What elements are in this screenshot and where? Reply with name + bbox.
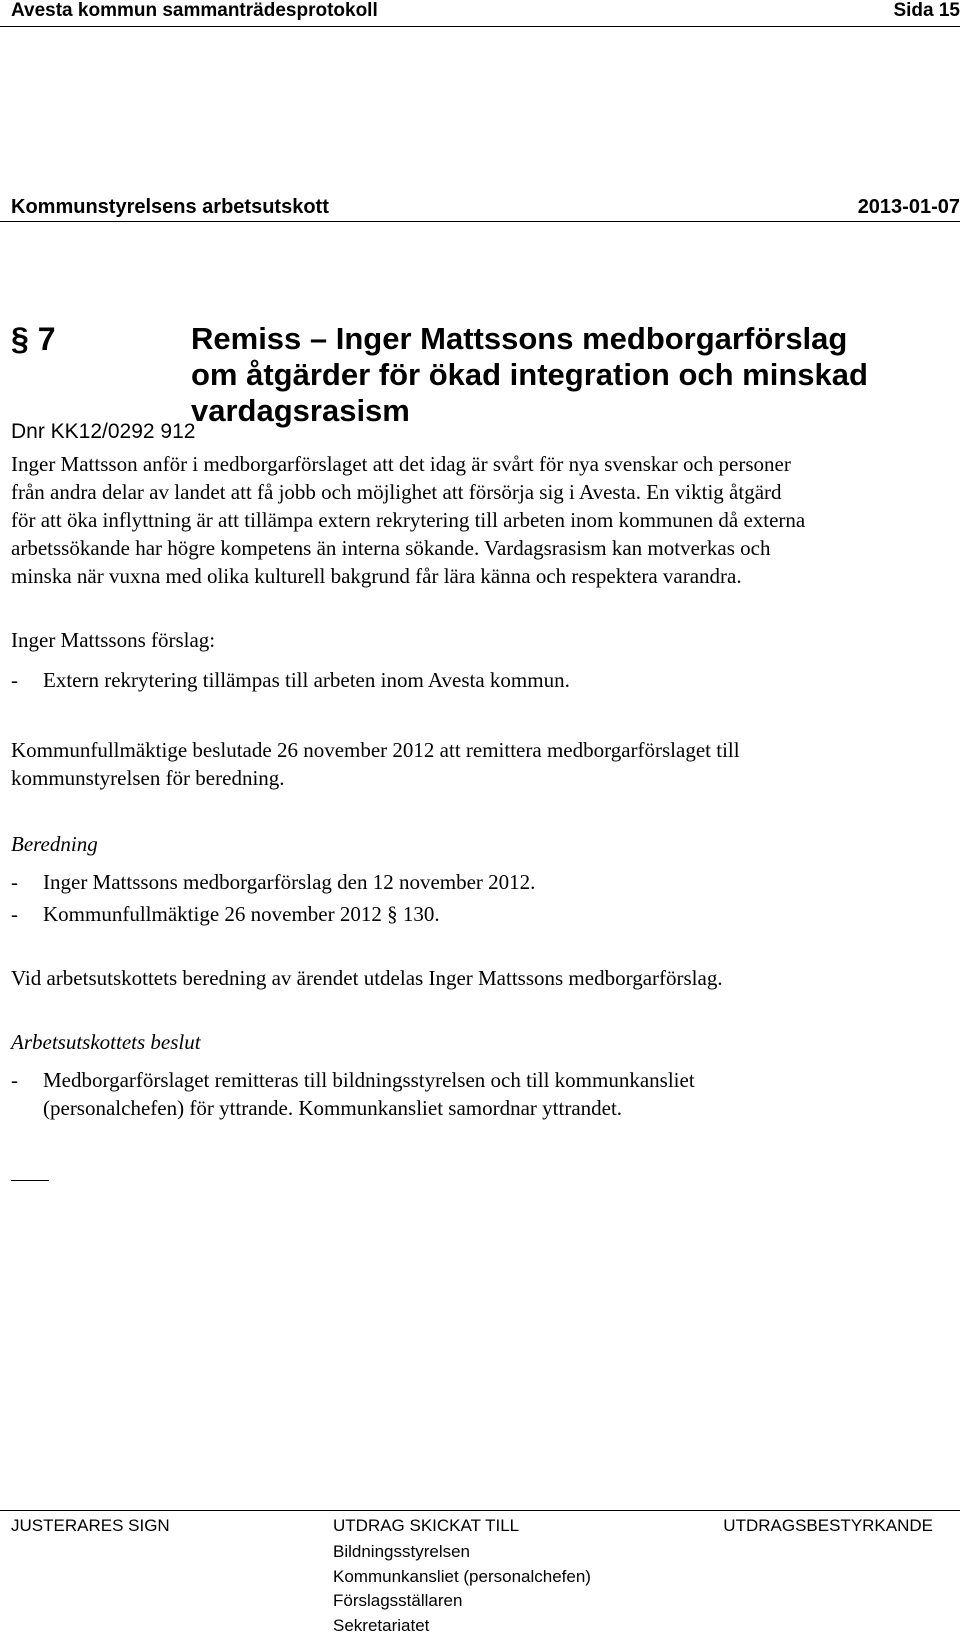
meeting-rule	[0, 221, 960, 222]
text-line: kommunstyrelsen för beredning.	[11, 766, 285, 790]
decision-heading: Arbetsutskottets beslut	[11, 1030, 201, 1054]
paragraph-number: § 7	[11, 321, 56, 357]
case-number: Dnr KK12/0292 912	[11, 420, 196, 443]
sent-to-label: UTDRAG SKICKAT TILL	[333, 1516, 520, 1535]
meeting-body: Kommunstyrelsens arbetsutskott	[11, 196, 329, 218]
committee-note: Vid arbetsutskottets beredning av ärendet utdelas Inger Mattssons medborgarförslag.	[11, 966, 723, 990]
recipient-item: Kommunkansliet (personalchefen)	[333, 1566, 591, 1586]
end-rule	[11, 1180, 49, 1181]
list-item-text: Kommunfullmäktige 26 november 2012 § 130.	[43, 902, 440, 926]
footer-rule	[0, 1510, 960, 1511]
list-item-text: Extern rekrytering tillämpas till arbeten inom Avesta kommun.	[43, 668, 570, 692]
page-number: Sida 15	[893, 0, 960, 21]
list-dash: -	[11, 668, 18, 692]
list-dash: -	[11, 1068, 18, 1092]
text-line: (personalchefen) för yttrande. Kommunkansliet samordnar yttrandet.	[43, 1096, 623, 1120]
preparation-heading: Beredning	[11, 832, 98, 856]
text-line: för att öka inflyttning är att tillämpa extern rekrytering till arbeten inom kommunen då externa	[11, 508, 806, 532]
text-line: minska när vuxna med olika kulturell bakgrund får lära känna och respektera varandra.	[11, 564, 742, 588]
text-line: Kommunfullmäktige beslutade 26 november 2012 att remittera medborgarförslaget till	[11, 738, 740, 762]
item-title-line: om åtgärder för ökad integration och minskad	[191, 357, 868, 392]
intro-paragraph	[11, 450, 951, 590]
list-item-text	[43, 1066, 695, 1122]
document-title: Avesta kommun sammanträdesprotokoll	[11, 0, 378, 21]
list-dash: -	[11, 902, 18, 926]
recipient-item: Förslagsställaren	[333, 1591, 463, 1610]
meeting-date: 2013-01-07	[857, 196, 960, 218]
certification-label: UTDRAGSBESTYRKANDE	[723, 1516, 933, 1535]
item-title	[191, 321, 951, 429]
recipient-item: Sekretariatet	[333, 1615, 430, 1635]
text-line: Medborgarförslaget remitteras till bildningsstyrelsen och till kommunkansliet	[43, 1068, 695, 1092]
text-line: från andra delar av landet att få jobb och möjlighet att försörja sig i Avesta. En viktig åtgärd	[11, 480, 782, 504]
justerares-sign-label: JUSTERARES SIGN	[11, 1516, 170, 1535]
recipient-item: Bildningsstyrelsen	[333, 1542, 471, 1561]
item-title-line: Remiss – Inger Mattssons medborgarförslag	[191, 321, 848, 356]
text-line: arbetssökande har högre kompetens än interna sökande. Vardagsrasism kan motverkas och	[11, 536, 771, 560]
header-rule	[0, 26, 960, 27]
item-title-line: vardagsrasism	[191, 393, 410, 428]
proposal-heading: Inger Mattssons förslag:	[11, 628, 216, 652]
list-item-text: Inger Mattssons medborgarförslag den 12 november 2012.	[43, 870, 536, 894]
recipient-list	[333, 1540, 591, 1638]
list-dash: -	[11, 870, 18, 894]
text-line: Inger Mattsson anför i medborgarförslaget att det idag är svårt för nya svenskar och personer	[11, 452, 791, 476]
council-paragraph	[11, 736, 951, 792]
